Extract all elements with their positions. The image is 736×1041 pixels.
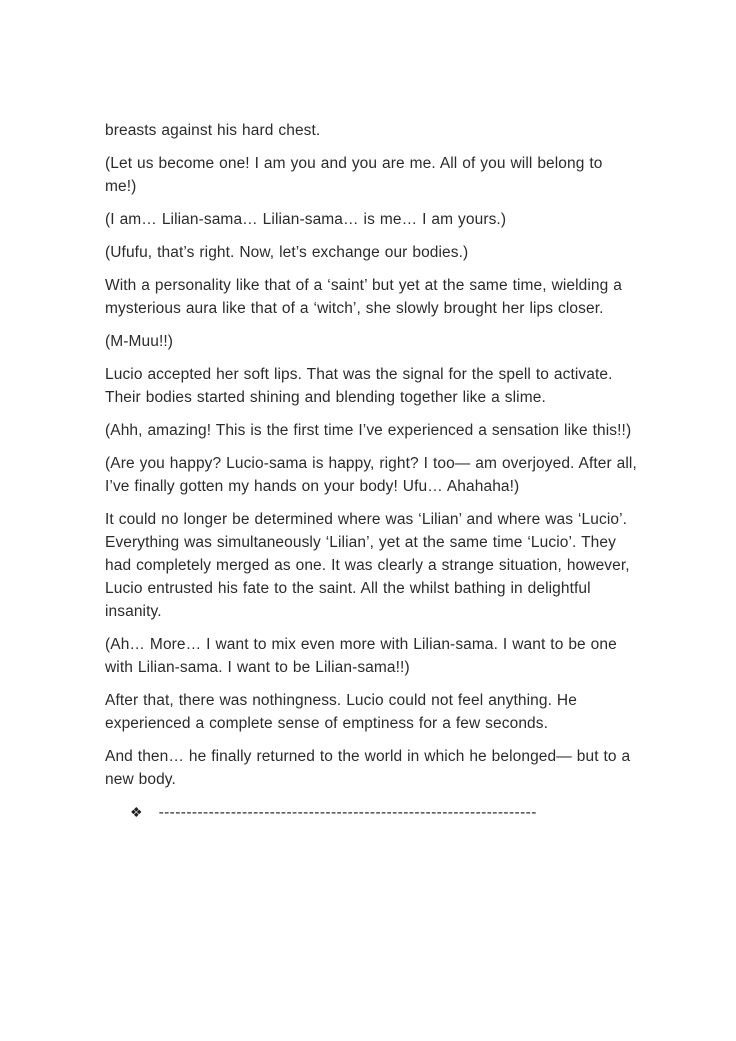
diamond-bullet-icon: ❖ [130,804,143,820]
section-divider [105,801,637,824]
paragraph: Lucio accepted her soft lips. That was the signal for the spell to activate. Their bodies started shining and blending together like a slime. [105,366,613,406]
paragraph: (Ahh, amazing! This is the first time I’ve experienced a sensation like this!!) [105,422,632,439]
paragraph: (M-Muu!!) [105,333,174,350]
paragraph: With a personality like that of a ‘saint’ but yet at the same time, wielding a mysterious aura like that of a ‘witch’, she slowly brought her lips closer. [105,277,622,317]
paragraph: breasts against his hard chest. [105,122,321,139]
paragraph: It could no longer be determined where was ‘Lilian’ and where was ‘Lucio’. Everything was simultaneously ‘Lilian’, yet at the same time ‘Lucio’. They had completely merged as one. It was clearly a strange situation, however, Lucio entrusted his fate to the saint. All the whilst bathing in delightful insanity. [105,511,630,620]
document-text-body [105,119,637,824]
paragraph: (Ufufu, that’s right. Now, let’s exchange our bodies.) [105,244,469,261]
paragraph: (Ah… More… I want to mix even more with Lilian-sama. I want to be one with Lilian-sama. I want to be Lilian-sama!!) [105,636,617,676]
divider-dashes: -------------------------------------------------------------------- [158,804,537,821]
paragraph: (Let us become one! I am you and you are me. All of you will belong to me!) [105,155,603,195]
paragraph: (Are you happy? Lucio-sama is happy, right? I too— am overjoyed. After all, I’ve finally gotten my hands on your body! Ufu… Ahahaha!) [105,455,637,495]
paragraph: After that, there was nothingness. Lucio could not feel anything. He experienced a complete sense of emptiness for a few seconds. [105,692,577,732]
paragraph: (I am… Lilian-sama… Lilian-sama… is me… I am yours.) [105,211,507,228]
paragraph: And then… he finally returned to the world in which he belonged— but to a new body. [105,748,631,788]
